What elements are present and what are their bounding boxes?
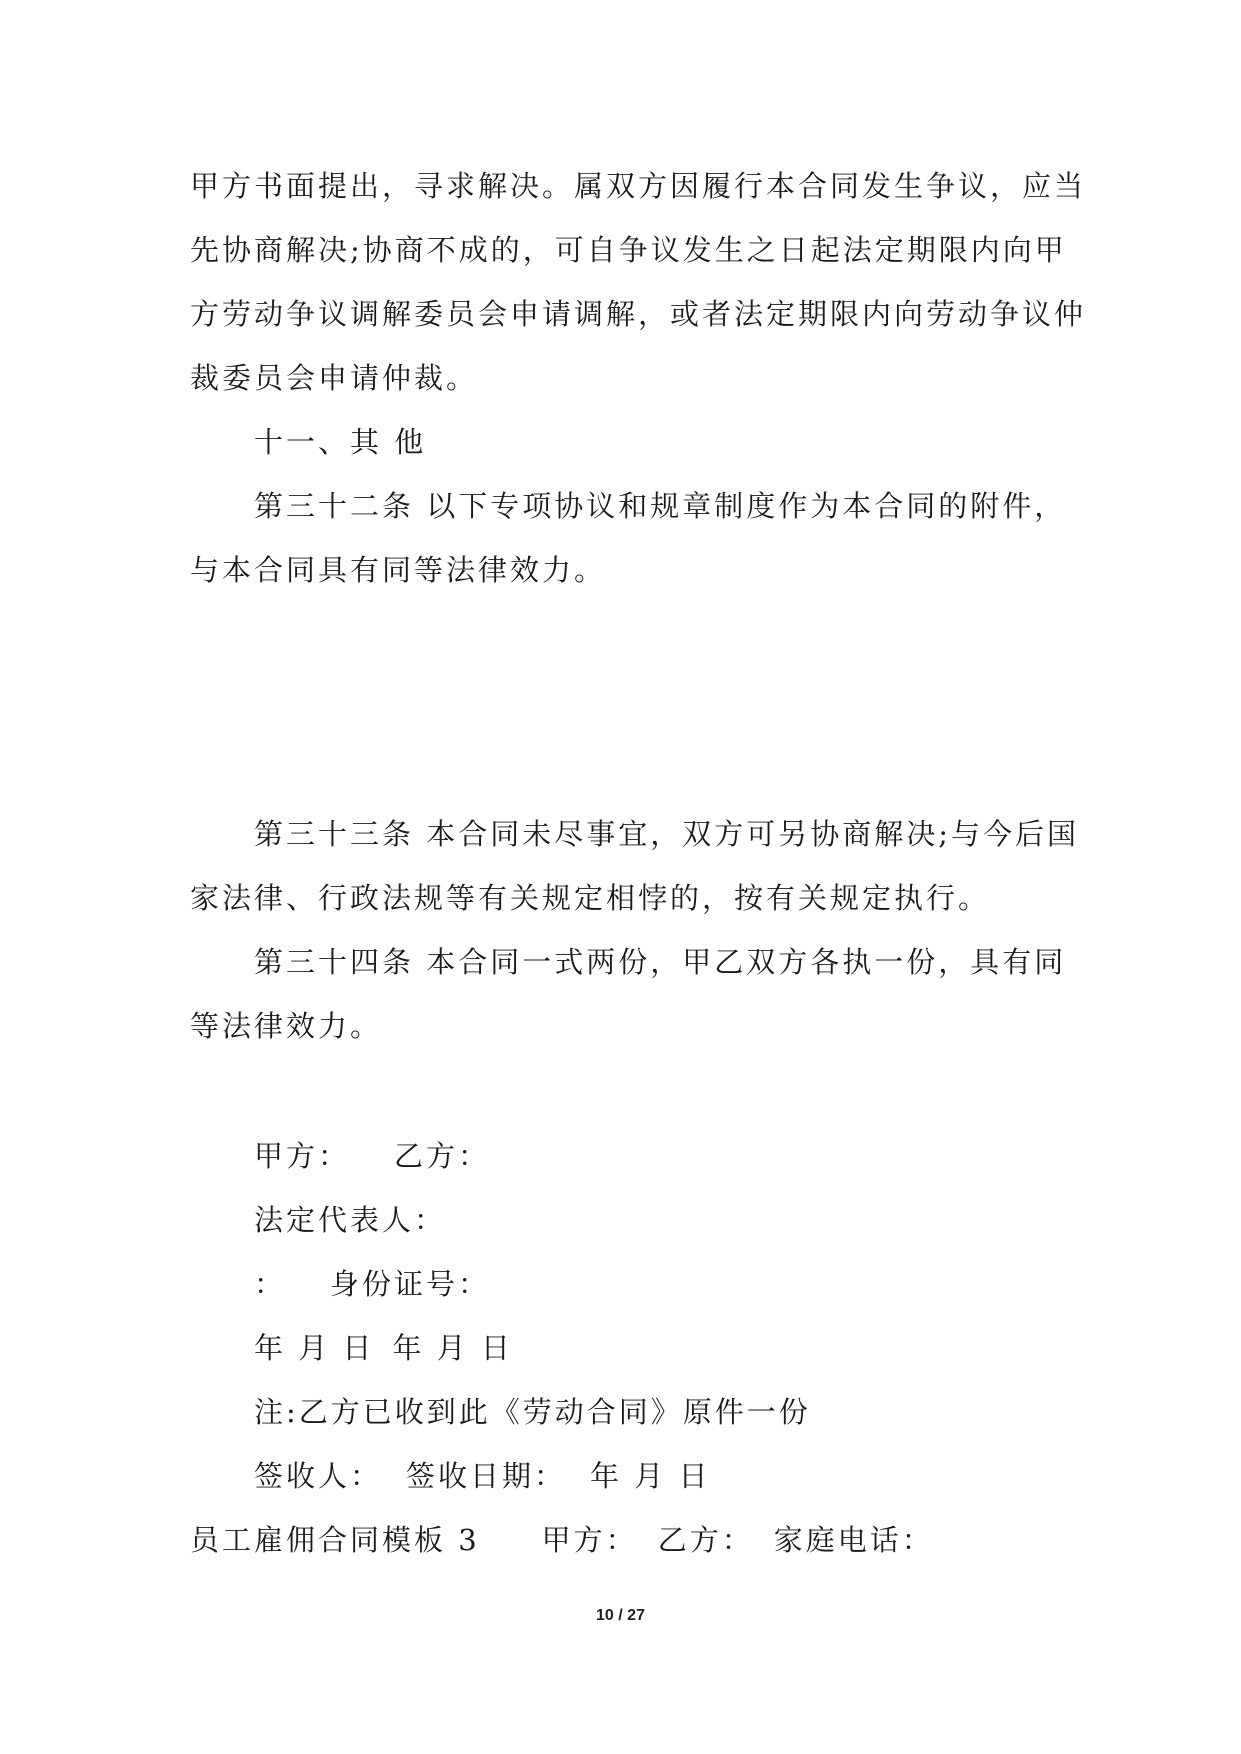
paragraph-line: 甲方书面提出，寻求解决。属双方因履行本合同发生争议，应当 [190, 169, 1087, 203]
article-32-line: 第三十二条 以下专项协议和规章制度作为本合同的附件， [254, 489, 1067, 523]
paragraph-line: 方劳动争议调解委员会申请调解，或者法定期限内向劳动争议仲 [190, 297, 1087, 331]
home-phone-label: 家庭电话： [773, 1523, 934, 1557]
article-34-line: 等法律效力。 [190, 1009, 383, 1043]
section-heading: 十一、其 他 [254, 425, 427, 459]
paragraph-line: 先协商解决;协商不成的，可自争议发生之日起法定期限内向甲 [190, 233, 1067, 267]
sign-date-label: 签收日期： [406, 1459, 567, 1493]
next-template-row [190, 1520, 1050, 1560]
next-template-party-a: 甲方： [541, 1523, 638, 1557]
article-33-line: 家法律、行政法规等有关规定相悖的，按有关规定执行。 [190, 881, 991, 915]
paragraph-line: 裁委员会申请仲裁。 [190, 361, 479, 395]
next-template-party-b: 乙方： [657, 1523, 754, 1557]
sign-date-value: 年 月 日 [590, 1459, 711, 1493]
article-32-line: 与本合同具有同等法律效力。 [190, 553, 607, 587]
date-b: 年 月 日 [392, 1331, 513, 1365]
signature-parties [254, 1136, 1050, 1176]
id-number-row [254, 1264, 1050, 1304]
legal-representative-label: 法定代表人： [254, 1203, 447, 1237]
page-number: 10 / 27 [596, 1607, 645, 1624]
party-a-label: 甲方： [254, 1139, 351, 1173]
party-b-label: 乙方： [394, 1139, 491, 1173]
date-a: 年 月 日 [254, 1331, 375, 1365]
receipt-note: 注:乙方已收到此《劳动合同》原件一份 [254, 1395, 811, 1429]
signer-row [254, 1456, 1050, 1496]
article-33-line: 第三十三条 本合同未尽事宜，双方可另协商解决;与今后国 [254, 817, 1079, 851]
article-34-line: 第三十四条 本合同一式两份，甲乙双方各执一份，具有同 [254, 945, 1067, 979]
next-template-title: 员工雇佣合同模板 3 [190, 1523, 480, 1557]
signer-label: 签收人： [254, 1459, 383, 1493]
id-number-label: 身份证号： [330, 1267, 491, 1301]
colon-label: ： [254, 1267, 287, 1301]
date-row [254, 1328, 1050, 1368]
